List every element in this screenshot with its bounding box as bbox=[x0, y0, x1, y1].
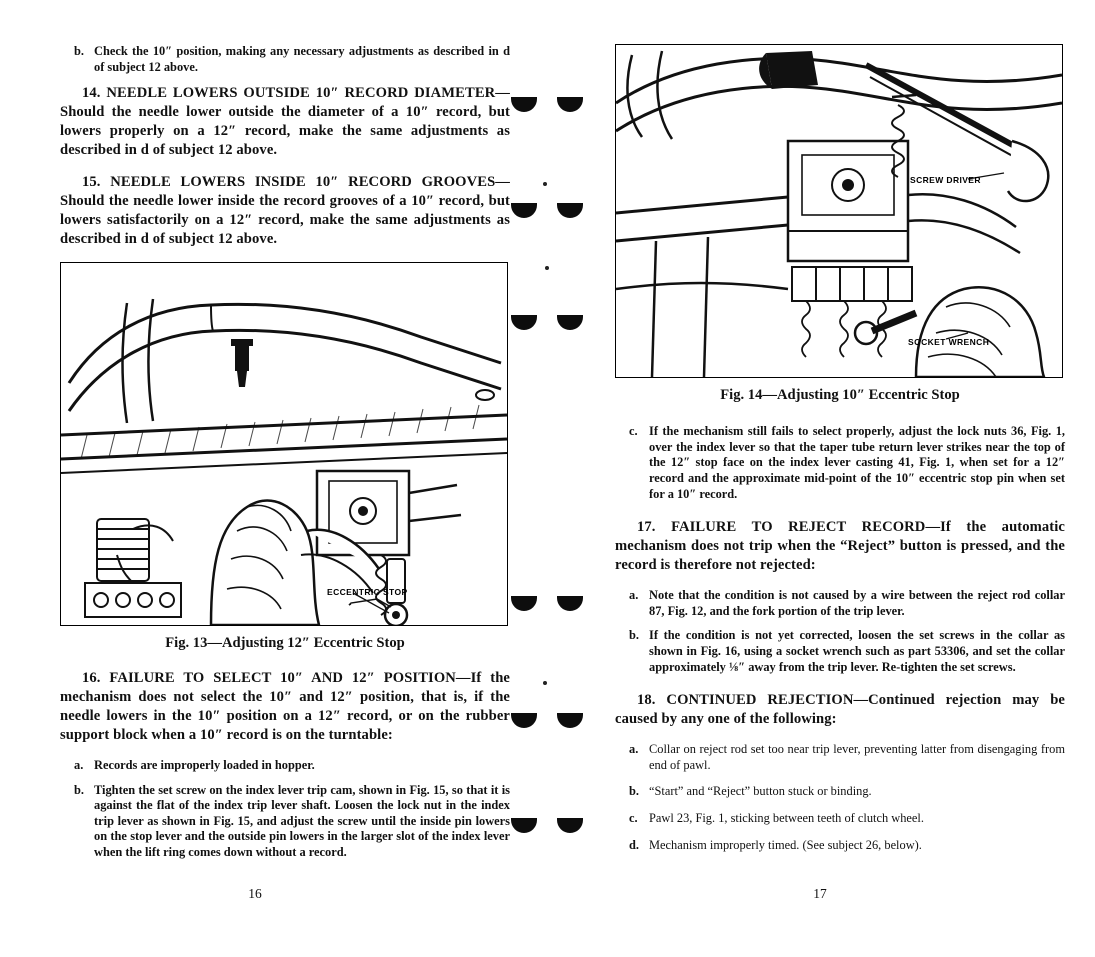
section-17-heading: 17. FAILURE TO REJECT RECORD bbox=[637, 519, 926, 536]
section-18-text: —Continued rejection may be caused by any one of the following: bbox=[615, 692, 1065, 728]
binding-hole bbox=[511, 818, 537, 833]
section-16-text: —If the mechanism does not select the 10″ and 12″ position, that is, if the needle lowers in the 10″ position on a 12″ record, or on the rubber support block when a 10″ record is on the turntable: bbox=[60, 670, 510, 743]
list-item-text: Note that the condition is not caused by a wire between the reject rod collar 87, Fig. 12, and the fork portion of the trip lever. bbox=[649, 588, 1065, 618]
list-item bbox=[615, 588, 1065, 619]
binding-speck bbox=[543, 182, 547, 186]
page-number-left: 16 bbox=[248, 886, 262, 901]
section-18 bbox=[615, 691, 1065, 729]
binding-hole bbox=[511, 203, 537, 218]
binding-hole bbox=[557, 818, 583, 833]
binding-speck bbox=[545, 266, 549, 270]
binding-hole bbox=[557, 713, 583, 728]
binding-hole bbox=[511, 315, 537, 330]
list-item bbox=[615, 811, 1065, 827]
figure-13-caption: Fig. 13—Adjusting 12″ Eccentric Stop bbox=[165, 635, 405, 651]
list-item bbox=[615, 628, 1065, 675]
page-number-right: 17 bbox=[813, 886, 827, 901]
left-page bbox=[60, 44, 510, 870]
list-item-text: Collar on reject rod set too near trip lever, preventing latter from disengaging from end of pawl. bbox=[649, 742, 1065, 772]
section-16 bbox=[60, 669, 510, 745]
figure-14-illustration bbox=[616, 45, 1062, 377]
list-marker: b. bbox=[629, 628, 639, 643]
section-15-heading: 15. NEEDLE LOWERS INSIDE 10″ RECORD GROOVES bbox=[82, 174, 496, 191]
list-marker: a. bbox=[74, 757, 84, 772]
list-item bbox=[615, 838, 1065, 854]
list-item-text: If the condition is not yet corrected, loosen the set screws in the collar as shown in Fig. 16, using a socket wrench such as part 53306, and set the collar approximately ⅛″ away from the trip lever. Re-tighten the set screws. bbox=[649, 628, 1065, 674]
section-18-heading: 18. CONTINUED REJECTION bbox=[637, 692, 854, 709]
list-item-text: Mechanism improperly timed. (See subject 26, below). bbox=[649, 837, 922, 852]
figure-13-illustration bbox=[61, 263, 507, 625]
section-16-heading: 16. FAILURE TO SELECT 10″ AND 12″ POSITION bbox=[82, 670, 456, 686]
callout-socket-wrench: SOCKET WRENCH bbox=[908, 337, 990, 347]
binding-hole bbox=[557, 596, 583, 611]
binding-hole bbox=[511, 596, 537, 611]
section-15 bbox=[60, 173, 510, 249]
section-17-text: —If the automatic mechanism does not trip when the “Reject” button is pressed, and the record is therefore not rejected: bbox=[615, 519, 1065, 574]
list-marker: c. bbox=[629, 424, 638, 438]
list-marker: b. bbox=[74, 44, 84, 58]
list-item-text: “Start” and “Reject” button stuck or binding. bbox=[649, 784, 872, 799]
figure-14 bbox=[615, 44, 1063, 378]
list-marker: d. bbox=[629, 837, 639, 852]
list-marker: a. bbox=[629, 742, 639, 757]
binding-hole bbox=[511, 97, 537, 112]
list-item bbox=[615, 424, 1065, 502]
figure-13 bbox=[60, 262, 508, 626]
list-marker: b. bbox=[74, 782, 84, 797]
list-marker: c. bbox=[629, 810, 638, 825]
callout-screw-driver: SCREW DRIVER bbox=[910, 175, 981, 185]
list-marker: a. bbox=[629, 588, 639, 603]
binding-hole bbox=[557, 315, 583, 330]
binding-hole bbox=[511, 713, 537, 728]
callout-eccentric-stop: ECCENTRIC STOP bbox=[327, 587, 408, 597]
list-item bbox=[615, 742, 1065, 773]
section-14-heading: 14. NEEDLE LOWERS OUTSIDE 10″ RECORD DIAMETER bbox=[82, 85, 496, 102]
section-14-text: —Should the needle lower outside the diameter of a 10″ record, but lowers properly on a 12″ record, make the same adjustments as described in d of subject 12 above. bbox=[60, 85, 510, 159]
list-item bbox=[60, 44, 510, 75]
section-14 bbox=[60, 84, 510, 160]
binding-hole bbox=[557, 203, 583, 218]
list-item-text: Records are improperly loaded in hopper. bbox=[94, 757, 315, 772]
section-15-text: —Should the needle lower inside the record grooves of a 10″ record, but lowers satisfactorily on a 12″ record, make the same adjustments as described in d of subject 12 above. bbox=[60, 174, 510, 248]
list-item bbox=[615, 784, 1065, 800]
figure-14-caption: Fig. 14—Adjusting 10″ Eccentric Stop bbox=[720, 387, 960, 403]
list-item-text: Pawl 23, Fig. 1, sticking between teeth of clutch wheel. bbox=[649, 810, 924, 825]
binding-speck bbox=[543, 681, 547, 685]
list-marker: b. bbox=[629, 784, 639, 799]
list-item bbox=[60, 758, 510, 774]
list-item-text: Check the 10″ position, making any necessary adjustments as described in d of subject 12 above. bbox=[94, 44, 510, 74]
list-item-text: Tighten the set screw on the index lever trip cam, shown in Fig. 15, so that it is against the flat of the index trip lever shaft. Loosen the lock nut in the index trip lever as shown in Fig. 15, and adjust the screw until the inside pin lowers on the stop lever and the outside pin lowers in the larger slot of the index lever when the lift ring comes down without a record. bbox=[94, 782, 510, 859]
binding-hole bbox=[557, 97, 583, 112]
list-item bbox=[60, 783, 510, 861]
list-item-text: If the mechanism still fails to select properly, adjust the lock nuts 36, Fig. 1, over the index lever so that the taper tube return lever strikes near the top of the 12″ stop face on the index lever casting 41, Fig. 1, when set for a 12″ record and the approximate mid-point of the 10″ eccentric stop pin when set for a 10″ record. bbox=[649, 424, 1065, 501]
section-17 bbox=[615, 518, 1065, 575]
right-page bbox=[615, 44, 1065, 862]
spiral-binding bbox=[505, 0, 595, 957]
